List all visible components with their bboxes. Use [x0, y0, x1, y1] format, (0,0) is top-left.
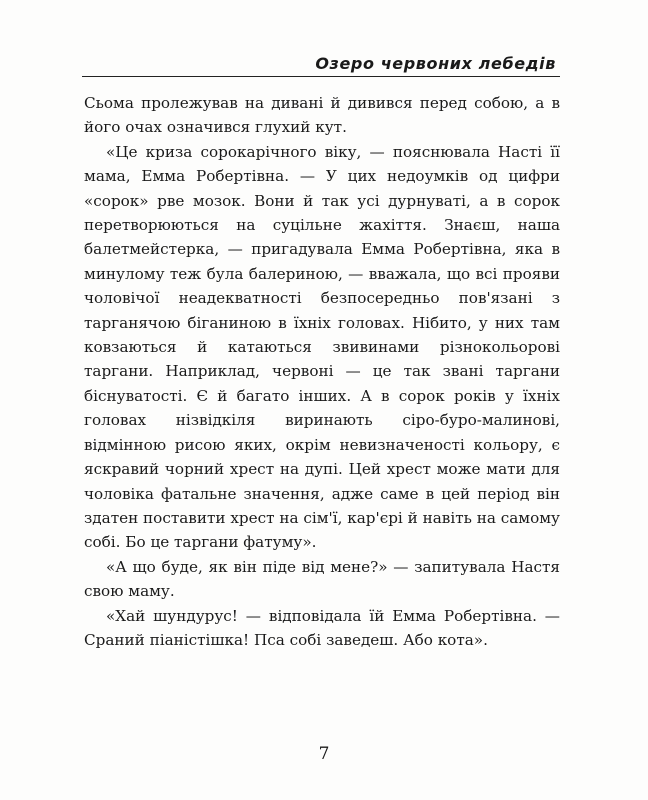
paragraph: «А що буде, як він піде від мене?» — запитувала Настя свою маму.: [84, 557, 560, 601]
body-text: [84, 91, 560, 652]
header-rule: [82, 76, 560, 77]
paragraph: «Це криза сорокарічного віку, — пояснювала Насті її мама, Емма Робертівна. — У цих недоумків од цифри «сорок» рве мозок. Вони й так усі дурнуваті, а в сорок перетворюються на суцільне жахіття. Знаєш, наша балетмейстерка, — пригадувала Емма Робертівна, яка в минулому теж була балериною, — вважала, що всі прояви чоловічої неадекватності безпосередньо пов'язані з тарганячою біганиною в їхніх головах. Нібито, у них там ковзаються й катаються звивинами різнокольорові таргани. Наприклад, червоні — це так звані таргани біснуватості. Є й багато інших. А в сорок років у їхніх головах нізвідкіля виринають сіро-буро-малинові, відмінною рисою яких, окрім невизначеності кольору, є яскравий чорний хрест на дупі. Цей хрест може мати для чоловіка фатальне значення, адже саме в цей період він здатен поставити хрест на сім'ї, кар'єрі й навіть на самому собі. Бо це таргани фатуму».: [84, 142, 560, 552]
running-title: Озеро червоних лебедів: [315, 54, 556, 73]
paragraph: Сьома пролежував на дивані й дивився перед собою, а в його очах означився глухий кут.: [84, 94, 560, 137]
page-number: 7: [318, 744, 330, 764]
paragraph: «Хай шундурус! — відповідала їй Емма Робертівна. — Сраний піаністішка! Пса собі заведеш. Або кота».: [84, 606, 560, 649]
